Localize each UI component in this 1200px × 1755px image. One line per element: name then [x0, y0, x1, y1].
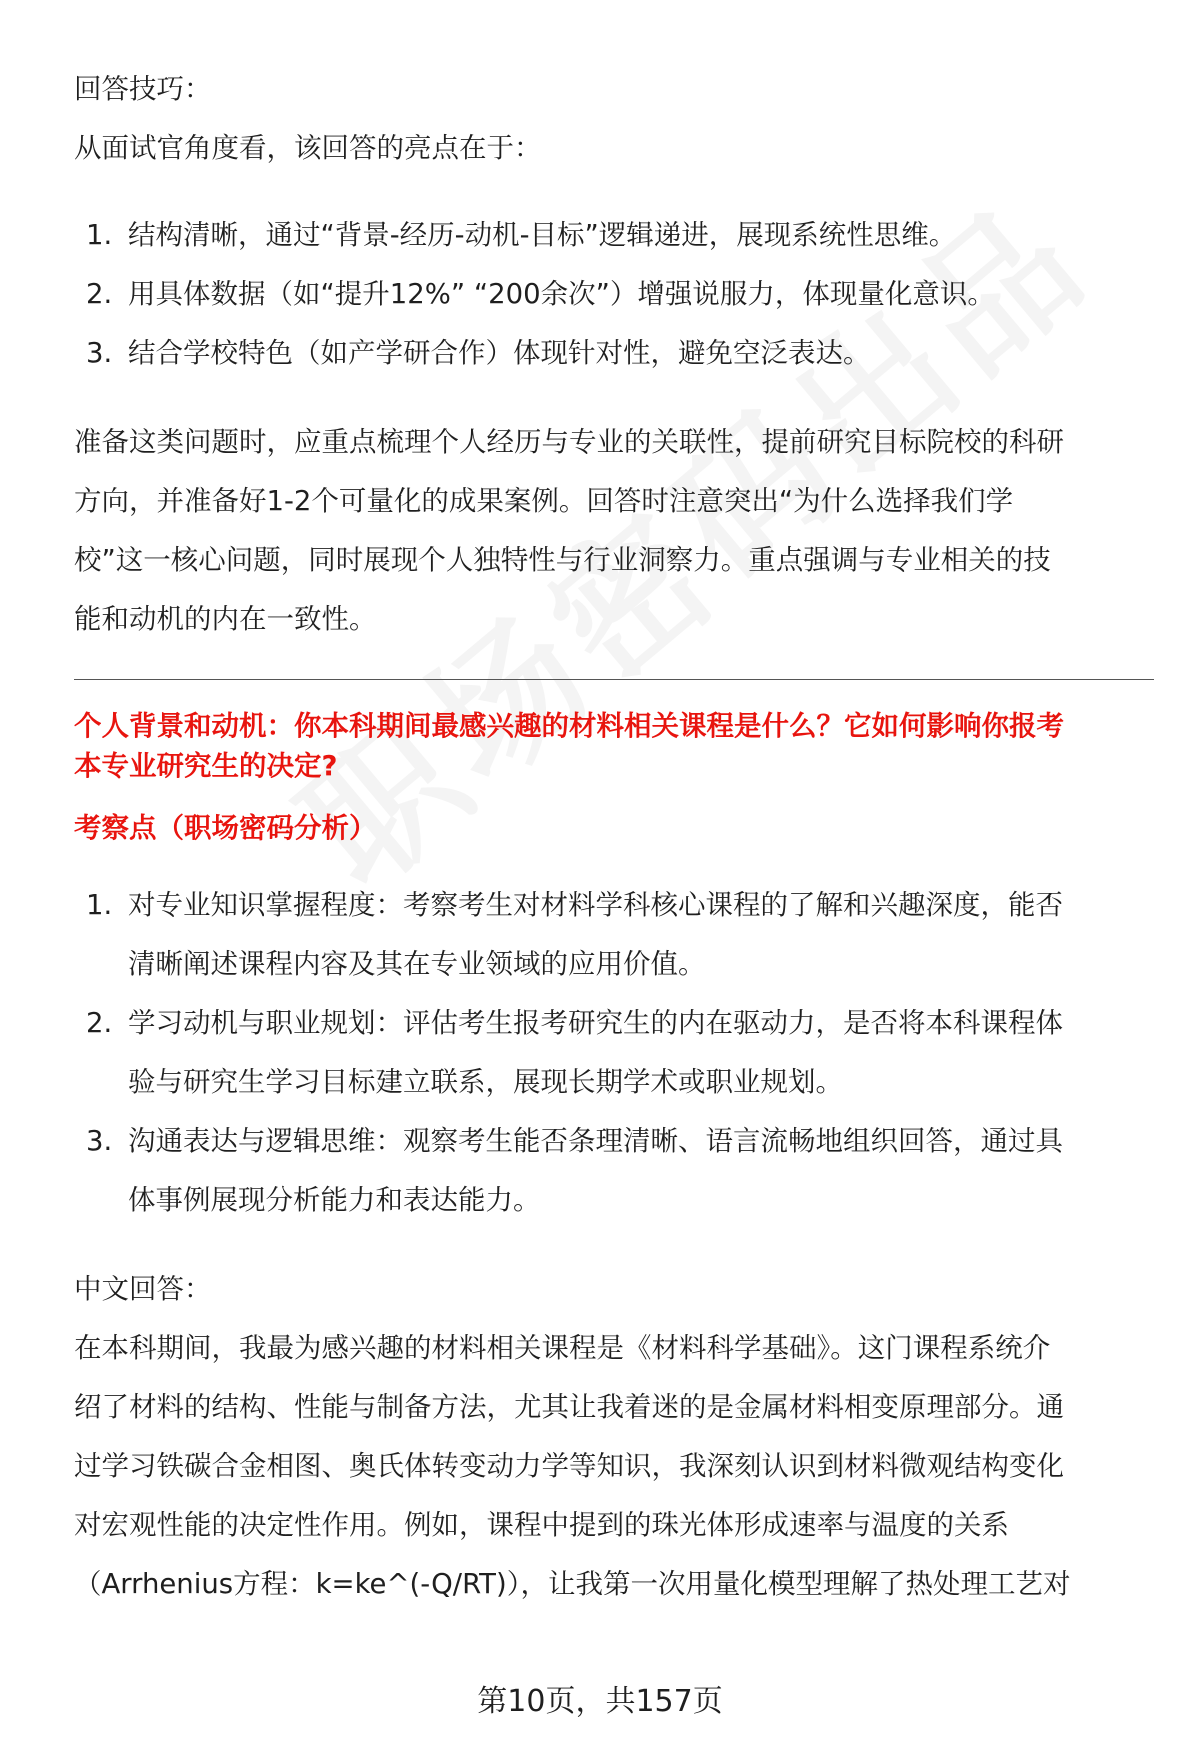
advice-line: 校”这一核心问题，同时展现个人独特性与行业洞察力。重点强调与专业相关的技 [74, 544, 1051, 576]
spacer [74, 1230, 1154, 1260]
spacer [74, 178, 1154, 206]
list-item [74, 994, 1154, 1112]
tips-label: 回答技巧： [74, 73, 212, 105]
points-list [74, 876, 1154, 1230]
list-text: 结合学校特色（如产学研合作）体现针对性，避免空泛表达。 [128, 337, 871, 369]
tips-list [74, 206, 1154, 383]
answer-label: 中文回答： [74, 1273, 212, 1305]
list-number: 2. [86, 278, 113, 310]
list-number: 2. [86, 1007, 113, 1039]
section-divider [74, 679, 1154, 680]
answer-line: 对宏观性能的决定性作用。例如，课程中提到的珠光体形成速率与温度的关系 [74, 1509, 1009, 1541]
advice-line: 方向，并准备好1-2个可量化的成果案例。回答时注意突出“为什么选择我们学 [74, 485, 1014, 517]
list-text: 对专业知识掌握程度：考察考生对材料学科核心课程的了解和兴趣深度，能否 [128, 889, 1063, 921]
list-number: 1. [86, 219, 113, 251]
spacer [74, 848, 1154, 876]
question-heading: 个人背景和动机：你本科期间最感兴趣的材料相关课程是什么？它如何影响你报考 [74, 710, 1064, 742]
list-item [74, 324, 1154, 383]
page-number: 第10页，共157页 [477, 1684, 723, 1719]
list-text: 验与研究生学习目标建立联系，展现长期学术或职业规划。 [128, 1066, 843, 1098]
list-text: 结构清晰，通过“背景-经历-动机-目标”逻辑递进，展现系统性思维。 [128, 219, 957, 251]
answer-line: （Arrhenius方程：k=ke^(-Q/RT)），让我第一次用量化模型理解了热处理工艺对 [74, 1568, 1071, 1600]
list-text: 清晰阐述课程内容及其在专业领域的应用价值。 [128, 948, 706, 980]
list-number: 1. [86, 889, 113, 921]
list-text: 用具体数据（如“提升12%” “200余次”）增强说服力，体现量化意识。 [128, 278, 995, 310]
list-text: 沟通表达与逻辑思维：观察考生能否条理清晰、语言流畅地组织回答，通过具 [128, 1125, 1063, 1157]
advice-line: 准备这类问题时，应重点梳理个人经历与专业的关联性，提前研究目标院校的科研 [74, 426, 1064, 458]
tips-intro: 从面试官角度看，该回答的亮点在于： [74, 132, 542, 164]
advice-line: 能和动机的内在一致性。 [74, 603, 377, 635]
list-item [74, 206, 1154, 265]
answer-line: 过学习铁碳合金相图、奥氏体转变动力学等知识，我深刻认识到材料微观结构变化 [74, 1450, 1064, 1482]
answer-line: 在本科期间，我最为感兴趣的材料相关课程是《材料科学基础》。这门课程系统介 [74, 1332, 1051, 1364]
list-item [74, 265, 1154, 324]
points-title: 考察点（职场密码分析） [74, 812, 377, 844]
page-content [74, 60, 1154, 1614]
list-item [74, 1112, 1154, 1230]
question-heading: 本专业研究生的决定? [74, 750, 338, 782]
answer-line: 绍了材料的结构、性能与制备方法，尤其让我着迷的是金属材料相变原理部分。通 [74, 1391, 1064, 1423]
list-item [74, 876, 1154, 994]
list-number: 3. [86, 1125, 113, 1157]
list-text: 学习动机与职业规划：评估考生报考研究生的内在驱动力，是否将本科课程体 [128, 1007, 1063, 1039]
list-number: 3. [86, 337, 113, 369]
spacer [74, 383, 1154, 413]
list-text: 体事例展现分析能力和表达能力。 [128, 1184, 541, 1216]
